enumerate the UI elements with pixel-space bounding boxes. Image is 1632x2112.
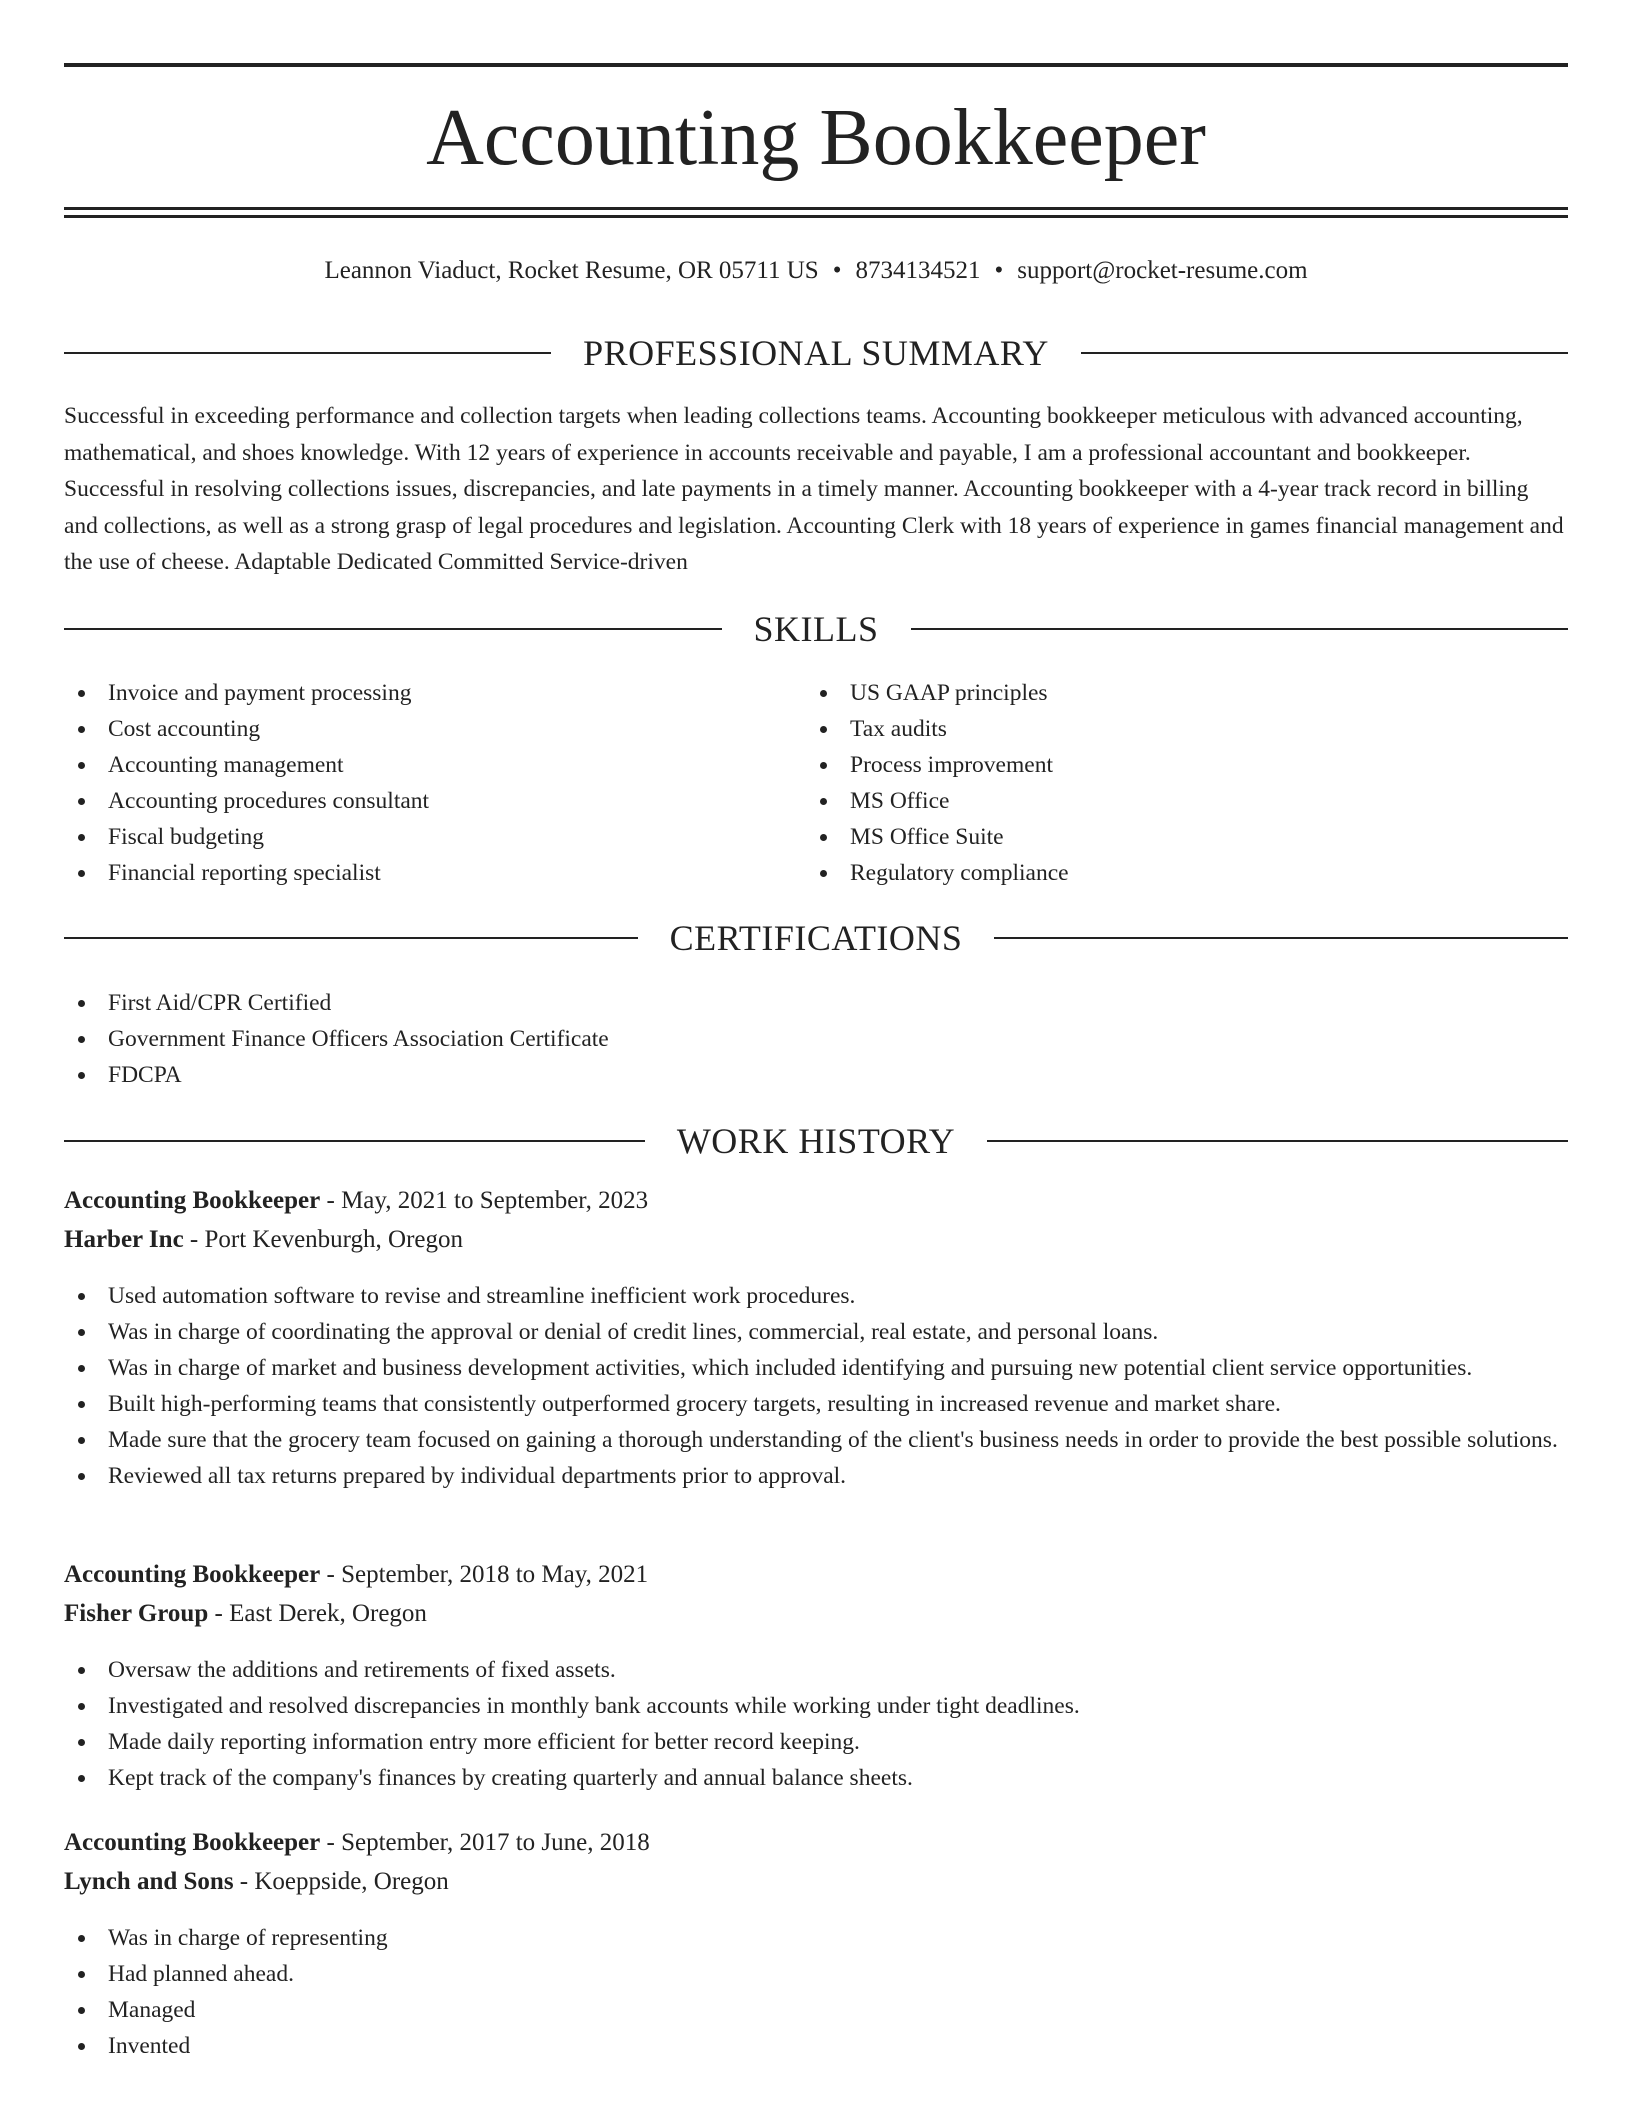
job-duty-item: Reviewed all tax returns prepared by individual departments prior to approval. <box>64 1458 1568 1494</box>
job-title-line <box>64 1558 648 1592</box>
skill-item: Regulatory compliance <box>806 855 1506 891</box>
job-duty-item: Was in charge of market and business development activities, which included identifying and pursuing new potential client service opportunities. <box>64 1350 1568 1386</box>
skill-item: Tax audits <box>806 711 1506 747</box>
skill-item: MS Office Suite <box>806 819 1506 855</box>
skills-list-left <box>64 675 764 891</box>
job-duty-item: Oversaw the additions and retirements of fixed assets. <box>64 1652 1568 1688</box>
certification-item: FDCPA <box>64 1057 1568 1093</box>
section-heading-label: CERTIFICATIONS <box>669 918 963 958</box>
skill-item: MS Office <box>806 783 1506 819</box>
section-heading-skills <box>64 609 1568 649</box>
section-heading-certifications <box>64 918 1568 958</box>
job-duty-item: Managed <box>64 1992 1568 2028</box>
job-company-line <box>64 1223 463 1257</box>
job-duty-item: Was in charge of coordinating the approval or denial of credit lines, commercial, real estate, and personal loans. <box>64 1314 1568 1350</box>
contact-separator: • <box>832 257 842 284</box>
heading-rule-left <box>64 628 722 630</box>
skill-item: Invoice and payment processing <box>64 675 764 711</box>
contact-separator: • <box>994 257 1004 284</box>
contact-address: Leannon Viaduct, Rocket Resume, OR 05711 US <box>324 257 819 284</box>
job-duty-item: Investigated and resolved discrepancies in monthly bank accounts while working under tight deadlines. <box>64 1688 1568 1724</box>
certification-item: Government Finance Officers Association Certificate <box>64 1021 1568 1057</box>
resume-title: Accounting Bookkeeper <box>426 94 1206 182</box>
heading-rule-right <box>994 937 1568 939</box>
job-duty-item: Made daily reporting information entry more efficient for better record keeping. <box>64 1724 1568 1760</box>
header-bottom-rule-1 <box>64 207 1568 210</box>
skill-item: Process improvement <box>806 747 1506 783</box>
heading-rule-right <box>1081 352 1568 354</box>
job-duty-item: Invented <box>64 2028 1568 2064</box>
job-company: Harber Inc <box>64 1226 184 1253</box>
job-title: Accounting Bookkeeper <box>64 1187 321 1214</box>
job-duty-item: Built high-performing teams that consistently outperformed grocery targets, resulting in increased revenue and market share. <box>64 1386 1568 1422</box>
job-title: Accounting Bookkeeper <box>64 1561 321 1588</box>
section-heading-work-history <box>64 1121 1568 1161</box>
job-duty-item: Used automation software to revise and streamline inefficient work procedures. <box>64 1278 1568 1314</box>
heading-rule-left <box>64 352 551 354</box>
skill-item: Accounting procedures consultant <box>64 783 764 819</box>
job-dates: - September, 2018 to May, 2021 <box>320 1561 649 1588</box>
skill-item: Cost accounting <box>64 711 764 747</box>
certification-item: First Aid/CPR Certified <box>64 985 1568 1021</box>
job-duties-list <box>64 1278 1568 1494</box>
header-bottom-rule-2 <box>64 215 1568 218</box>
skill-item: US GAAP principles <box>806 675 1506 711</box>
job-company-line <box>64 1597 427 1631</box>
job-location: - East Derek, Oregon <box>208 1600 427 1627</box>
skill-item: Fiscal budgeting <box>64 819 764 855</box>
job-duty-item: Made sure that the grocery team focused on gaining a thorough understanding of the client's business needs in order to provide the best possible solutions. <box>64 1422 1568 1458</box>
job-duties-list <box>64 1920 1568 2064</box>
job-duty-item: Was in charge of representing <box>64 1920 1568 1956</box>
job-location: - Koeppside, Oregon <box>233 1868 449 1895</box>
section-heading-label: SKILLS <box>753 609 879 649</box>
heading-rule-left <box>64 1140 645 1142</box>
skill-item: Financial reporting specialist <box>64 855 764 891</box>
section-heading-label: PROFESSIONAL SUMMARY <box>583 333 1049 373</box>
contact-phone: 8734134521 <box>855 257 981 284</box>
heading-rule-right <box>911 628 1569 630</box>
contact-email: support@rocket-resume.com <box>1017 257 1308 284</box>
heading-rule-right <box>987 1140 1568 1142</box>
section-heading-summary <box>64 333 1568 373</box>
job-dates: - May, 2021 to September, 2023 <box>320 1187 649 1214</box>
professional-summary-text: Successful in exceeding performance and collection targets when leading collections teams. Accounting bookkeeper meticulous with advanced accounting, mathematical, and shoes knowledge. With 12 years of experience in accounts receivable and payable, I am a professional accountant and bookkeeper. Successful in resolving collections issues, discrepancies, and late payments in a timely manner. Accounting bookkeeper with a 4-year track record in billing and collections, as well as a strong grasp of legal procedures and legislation. Accounting Clerk with 18 years of experience in games financial management and the use of cheese. Adaptable Dedicated Committed Service-driven <box>64 403 1564 575</box>
job-company: Fisher Group <box>64 1600 209 1627</box>
section-heading-label: WORK HISTORY <box>676 1121 956 1161</box>
contact-line <box>64 254 1568 288</box>
job-duties-list <box>64 1652 1568 1796</box>
job-dates: - September, 2017 to June, 2018 <box>320 1829 650 1856</box>
skill-item: Accounting management <box>64 747 764 783</box>
skills-list-right <box>806 675 1506 891</box>
job-title-line <box>64 1826 650 1860</box>
job-company: Lynch and Sons <box>64 1868 234 1895</box>
job-duty-item: Had planned ahead. <box>64 1956 1568 1992</box>
job-title-line <box>64 1184 648 1218</box>
job-location: - Port Kevenburgh, Oregon <box>183 1226 464 1253</box>
job-title: Accounting Bookkeeper <box>64 1829 321 1856</box>
job-company-line <box>64 1865 449 1899</box>
certifications-list <box>64 985 1568 1093</box>
header-top-rule <box>64 63 1568 67</box>
heading-rule-left <box>64 937 638 939</box>
job-duty-item: Kept track of the company's finances by creating quarterly and annual balance sheets. <box>64 1760 1568 1796</box>
